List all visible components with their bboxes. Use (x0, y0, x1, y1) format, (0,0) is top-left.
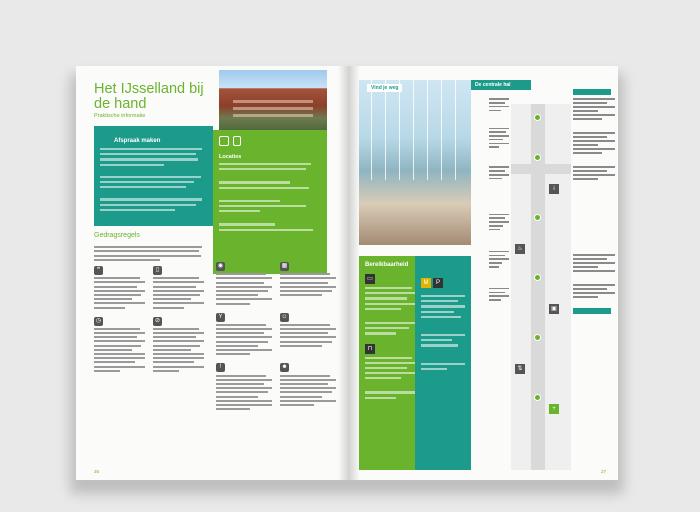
page-number-right: 27 (600, 469, 606, 474)
metro-icon: M (421, 278, 431, 288)
pharmacy-icon: + (549, 404, 559, 414)
rule-item (153, 266, 204, 311)
rules-heading: Gedragsregels (94, 232, 140, 239)
accessibility-heading: Bereikbaarheid (365, 262, 409, 268)
clock-icon: ◷ (95, 317, 102, 324)
coffee-icon: ♨ (515, 244, 525, 254)
rule-item (216, 262, 272, 307)
shop-icon: ▣ (549, 304, 559, 314)
appointment-heading: Afspraak maken (114, 138, 161, 144)
central-hall-tab: De centrale hal (471, 80, 531, 90)
calendar-icon (219, 136, 229, 146)
hospital-building-photo (219, 70, 327, 130)
locations-heading: Locaties (219, 154, 242, 160)
rules-intro (94, 244, 204, 263)
speech-bubble-icon: ❝ (94, 266, 103, 275)
rule-item (280, 313, 336, 358)
person-icon: ☺ (281, 313, 288, 320)
no-smoking-icon: ⊘ (154, 317, 161, 324)
central-hall-photo (359, 80, 471, 245)
warning-icon: ! (216, 363, 225, 372)
people-icon: ☻ (281, 364, 288, 371)
floor-plan-map (511, 104, 571, 470)
camera-icon: ◉ (217, 263, 224, 269)
elevator-icon: ⇅ (515, 364, 525, 374)
right-page (349, 66, 618, 480)
left-page (76, 66, 349, 480)
rule-item (216, 313, 272, 358)
locations-box (213, 130, 327, 274)
facility-list (573, 86, 615, 317)
photo-tag: Vind je weg (367, 84, 402, 92)
rule-item (280, 262, 336, 307)
rules-grid-left (94, 266, 204, 374)
hall-notes (489, 96, 509, 303)
phone-icon (233, 136, 241, 146)
page-subtitle: Praktische informatie (94, 113, 146, 119)
rule-item (94, 266, 145, 311)
rule-item (280, 363, 336, 412)
appointment-box (94, 126, 213, 226)
mobile-phone-icon: ▯ (153, 266, 162, 275)
bus-icon: ▭ (365, 274, 375, 284)
rules-grid-right (216, 262, 336, 412)
page-title: Het IJsselland bij de hand (94, 81, 204, 112)
building-icon: ▦ (281, 263, 288, 269)
rule-item (216, 363, 272, 412)
wine-glass-icon: Y (216, 313, 225, 322)
info-icon: i (549, 184, 559, 194)
page-number-left: 26 (94, 469, 100, 474)
metro-parking-box (415, 256, 471, 470)
parking-icon: P (433, 278, 443, 288)
rule-item (153, 317, 204, 374)
rule-item (94, 317, 145, 374)
train-icon: ⊓ (365, 344, 375, 354)
